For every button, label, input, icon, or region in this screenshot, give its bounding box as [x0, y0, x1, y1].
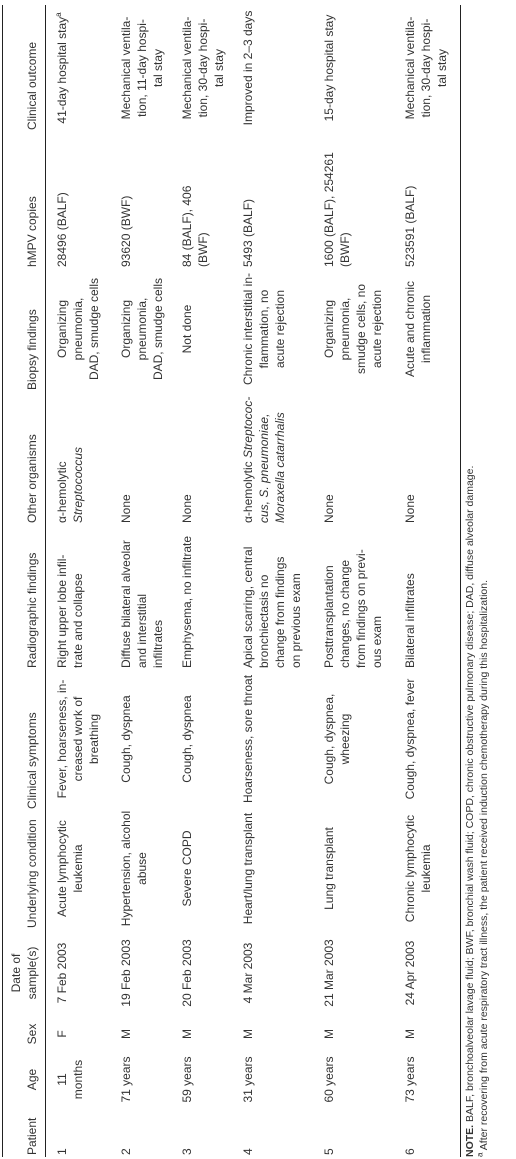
cell-text: leukemia	[71, 844, 85, 893]
cell-line	[134, 809, 150, 928]
cell-line	[321, 669, 353, 809]
cell-organisms	[321, 391, 337, 523]
cell-text: change from findings	[273, 556, 287, 668]
cell-text: DAD, smudge cells	[151, 277, 165, 381]
cell-line	[70, 669, 86, 809]
cell-text: tal stay	[435, 49, 449, 88]
cell-patient: 4	[241, 1148, 255, 1155]
cell-line	[240, 809, 256, 928]
cell-age: 73 years	[403, 1056, 417, 1103]
cell-line	[240, 524, 256, 668]
column-header-date	[8, 929, 40, 1017]
footnote-mark: a	[54, 12, 63, 17]
cell-text: smudge cells, no	[354, 283, 368, 375]
cell-sex: M	[180, 1029, 194, 1039]
cell-text: None	[119, 494, 133, 523]
cell-text: Acute and chronic	[403, 280, 417, 378]
cell-text: inflammation	[419, 294, 433, 364]
cell-text: (BWF)	[196, 232, 210, 267]
cell-symptoms	[321, 669, 353, 809]
organism-name: cus, S. pneumoniae,	[257, 413, 271, 523]
cell-line	[321, 391, 337, 523]
cell-text: tal stay	[212, 49, 226, 88]
cell-line	[70, 524, 86, 668]
cell-copies	[118, 131, 134, 267]
cell-symptoms	[240, 669, 256, 809]
cell-line	[211, 6, 227, 130]
column-header-outcome: Clinical outcome	[25, 41, 39, 130]
cell-organisms	[402, 391, 418, 523]
cell-line	[337, 524, 353, 668]
cell-line	[118, 131, 134, 267]
cell-sex: F	[55, 1030, 69, 1038]
cell-date: 7 Feb 2003	[55, 942, 69, 1004]
cell-copies	[321, 131, 353, 267]
cell-radio	[321, 524, 385, 668]
cell-line	[54, 6, 70, 130]
cell-age: 59 years	[180, 1056, 194, 1103]
cell-line	[195, 131, 211, 267]
cell-line	[402, 524, 418, 668]
cell-condition	[240, 809, 256, 928]
cell-line	[240, 131, 256, 267]
cell-text: Lung transplant	[322, 827, 336, 910]
cell-line	[179, 268, 195, 390]
cell-text: Mechanical ventila-	[119, 16, 133, 120]
table-footnotes	[463, 7, 491, 1157]
cell-condition	[402, 809, 434, 928]
cell-text: Hoarseness, sore throat	[241, 674, 255, 804]
cell-text: Chronic interstitial in-	[241, 272, 255, 386]
cell-text: 84 (BALF), 406	[180, 185, 194, 267]
cell-text: Posttransplantation	[322, 565, 336, 668]
cell-line	[86, 268, 102, 390]
cell-line	[118, 268, 150, 390]
cell-text: acute rejection	[370, 289, 384, 369]
cell-line	[54, 391, 86, 523]
cell-text: Not done	[180, 304, 194, 354]
cell-text: breathing	[87, 713, 101, 765]
cell-text: Hypertension, alcohol	[119, 810, 133, 927]
cell-text: Bilateral infiltrates	[403, 573, 417, 668]
cell-text: Right upper lobe infil-	[55, 554, 69, 668]
cell-text: None	[180, 494, 194, 523]
cell-line	[256, 524, 272, 668]
cell-line	[240, 669, 256, 809]
cell-organisms	[54, 391, 86, 523]
cell-condition	[321, 809, 337, 928]
cell-outcome	[321, 6, 337, 130]
cell-organisms	[179, 391, 195, 523]
cell-radio	[118, 524, 166, 668]
cell-text: abuse	[135, 852, 149, 885]
cell-line	[150, 524, 166, 668]
cell-line	[369, 524, 385, 668]
cell-text: tion, 30-day hospi-	[419, 18, 433, 118]
cell-patient: 1	[55, 1148, 69, 1155]
cell-text: None	[322, 494, 336, 523]
cell-sex: M	[241, 1029, 255, 1039]
cell-text: creased work of	[71, 696, 85, 782]
cell-line	[240, 6, 256, 130]
column-header-line: Date of	[9, 953, 23, 993]
column-header-sex: Sex	[25, 1023, 39, 1045]
cell-radio	[240, 524, 304, 668]
cell-line	[118, 6, 134, 130]
cell-text: tion, 30-day hospi-	[196, 18, 210, 118]
cell-biopsy	[402, 268, 434, 390]
cell-text: leukemia	[419, 844, 433, 893]
cell-text: Apical scarring, central	[241, 546, 255, 668]
cell-biopsy	[240, 268, 288, 390]
cell-text: tal stay	[151, 49, 165, 88]
cell-text: from findings on previ-	[354, 549, 368, 668]
cell-text: Severe COPD	[180, 830, 194, 907]
cell-symptoms	[179, 669, 195, 809]
cell-line	[288, 524, 304, 668]
cell-text: bronchiectasis no	[257, 574, 271, 668]
cell-line	[54, 268, 86, 390]
cell-text: on previous exam	[289, 573, 303, 668]
cell-text: None	[403, 494, 417, 523]
cell-patient: 2	[119, 1148, 133, 1155]
cell-line	[321, 268, 353, 390]
cell-line	[54, 809, 70, 928]
cell-text: and interstitial	[135, 593, 149, 668]
cell-outcome	[240, 6, 256, 130]
cell-patient: 6	[403, 1148, 417, 1155]
cell-line	[321, 809, 337, 928]
cell-line	[118, 669, 134, 809]
cell-text: Emphysema, no infiltrate	[180, 535, 194, 668]
cell-line	[418, 6, 434, 130]
column-header-line: sample(s)	[25, 946, 39, 1000]
note-line	[463, 7, 477, 1157]
cell-line	[402, 6, 418, 130]
cell-text: 28496 (BALF)	[55, 192, 69, 267]
cell-text: (BWF)	[338, 232, 352, 267]
cell-text: 1600 (BALF), 254261	[322, 152, 336, 267]
footnote-a-mark: a	[475, 1152, 485, 1157]
cell-text: Cough, dyspnea	[119, 695, 133, 783]
cell-line	[272, 524, 288, 668]
cell-patient: 3	[180, 1148, 194, 1155]
cell-age: 31 years	[241, 1056, 255, 1103]
cell-line	[179, 524, 195, 668]
cell-line	[70, 809, 86, 928]
cell-date: 4 Mar 2003	[241, 942, 255, 1004]
cell-symptoms	[402, 669, 418, 809]
cell-line	[179, 669, 195, 809]
cell-text: Cough, dyspnea, wheezing	[322, 693, 352, 785]
cell-text: Organizing pneumonia,	[322, 297, 352, 361]
cell-text: Organizing pneumonia,	[119, 297, 149, 361]
cell-patient: 5	[322, 1148, 336, 1155]
cell-line	[434, 6, 450, 130]
footnote-a-text: After recovering from acute respiratory tract illness, the patient received induction chemotherapy during this hospitalization.	[478, 580, 490, 1153]
footnote-a-line	[477, 7, 491, 1157]
cell-organisms	[118, 391, 134, 523]
cell-text: 41-day hospital stay	[55, 16, 69, 124]
cell-line	[134, 6, 150, 130]
cell-copies	[240, 131, 256, 267]
cell-line	[179, 131, 195, 267]
cell-line	[54, 131, 70, 267]
cell-line	[240, 268, 256, 390]
cell-text: infiltrates	[151, 619, 165, 668]
cell-line	[321, 6, 337, 130]
cell-line	[54, 524, 70, 668]
cell-date: 21 Mar 2003	[322, 939, 336, 1007]
cell-line	[402, 131, 418, 267]
cell-text: Mechanical ventila-	[403, 16, 417, 120]
cell-text: Mechanical ventila-	[180, 16, 194, 120]
cell-line	[54, 669, 70, 809]
note-label: NOTE.	[464, 1124, 476, 1157]
column-header-organisms: Other organisms	[25, 434, 39, 523]
cell-outcome	[179, 6, 227, 130]
cell-copies	[54, 131, 70, 267]
cell-line	[402, 669, 418, 809]
cell-line	[150, 6, 166, 130]
cell-line	[240, 391, 256, 523]
cell-date: 24 Apr 2003	[403, 940, 417, 1006]
cell-condition	[179, 809, 195, 928]
cell-line	[179, 6, 195, 130]
cell-age: 71 years	[119, 1056, 133, 1103]
cell-line	[86, 669, 102, 809]
patient-table	[0, 5, 462, 1157]
cell-outcome	[118, 6, 166, 130]
cell-biopsy	[321, 268, 385, 390]
cell-text: Acute lymphocytic	[55, 820, 69, 917]
cell-copies	[179, 131, 211, 267]
cell-text: 5493 (BALF)	[241, 198, 255, 267]
cell-symptoms	[118, 669, 134, 809]
cell-text: Cough, dyspnea, fever	[403, 678, 417, 800]
column-header-patient: Patient	[25, 1117, 39, 1155]
organism-name: Streptococ-	[241, 396, 255, 459]
column-header-condition: Underlying condition	[25, 819, 39, 928]
organism-text: α-hemolytic	[55, 461, 69, 523]
cell-line	[353, 268, 369, 390]
cell-sex: M	[403, 1029, 417, 1039]
column-header-biopsy: Biopsy findings	[25, 309, 39, 390]
cell-line	[272, 268, 288, 390]
cell-line	[179, 391, 195, 523]
cell-text: DAD, smudge cells	[87, 277, 101, 381]
column-header-age: Age	[25, 1068, 39, 1091]
cell-line	[179, 809, 195, 928]
cell-biopsy	[54, 268, 102, 390]
cell-line	[402, 391, 418, 523]
cell-condition	[118, 809, 150, 928]
organism-name: Streptococcus	[71, 446, 85, 523]
cell-age: 11 months	[55, 1059, 85, 1100]
cell-line	[195, 6, 211, 130]
cell-text: Fever, hoarseness, in-	[55, 679, 69, 799]
cell-line	[150, 268, 166, 390]
organism-text: α-hemolytic	[241, 458, 255, 523]
column-header-symptoms: Clinical symptoms	[25, 712, 39, 809]
table-top-rule	[2, 5, 3, 1157]
column-header-radio: Radiographic findings	[25, 552, 39, 668]
cell-radio	[54, 524, 86, 668]
cell-text: Improved in 2–3 days	[241, 10, 255, 126]
cell-line	[321, 131, 337, 267]
cell-sex: M	[119, 1029, 133, 1039]
cell-outcome	[54, 6, 70, 130]
cell-text: Cough, dyspnea	[180, 695, 194, 783]
cell-outcome	[402, 6, 450, 130]
cell-line	[256, 268, 272, 390]
table-header-rule	[45, 5, 46, 1157]
column-header-copies: hMPV copies	[25, 196, 39, 267]
cell-line	[369, 268, 385, 390]
cell-age: 60 years	[322, 1056, 336, 1103]
cell-date: 19 Feb 2003	[119, 939, 133, 1007]
cell-line	[337, 131, 353, 267]
cell-text: 523591 (BALF)	[403, 185, 417, 267]
cell-text: Diffuse bilateral alveolar	[119, 540, 133, 668]
cell-line	[418, 268, 434, 390]
cell-line	[402, 809, 418, 928]
cell-line	[272, 391, 288, 523]
cell-organisms	[240, 391, 288, 523]
cell-line	[402, 268, 418, 390]
cell-text: 93620 (BWF)	[119, 195, 133, 267]
cell-date: 20 Feb 2003	[180, 939, 194, 1007]
cell-line	[134, 524, 150, 668]
cell-line	[118, 391, 134, 523]
cell-line	[118, 809, 134, 928]
cell-symptoms	[54, 669, 102, 809]
cell-text: trate and collapse	[71, 573, 85, 668]
cell-line	[118, 524, 134, 668]
cell-radio	[402, 524, 418, 668]
cell-line	[256, 391, 272, 523]
cell-sex: M	[322, 1029, 336, 1039]
cell-line	[321, 524, 337, 668]
cell-text: Organizing pneumonia,	[55, 297, 85, 361]
cell-copies	[402, 131, 418, 267]
cell-text: flammation, no	[257, 289, 271, 369]
cell-condition	[54, 809, 86, 928]
note-text: BALF, bronchoalveolar lavage fluid; BWF, bronchial wash fluid; COPD, chronic obstructive pulmonary disease; DAD, diffuse alveolar damage.	[464, 465, 476, 1125]
cell-text: ous exam	[370, 615, 384, 668]
cell-text: acute rejection	[273, 289, 287, 369]
cell-text: 15-day hospital stay	[322, 14, 336, 122]
cell-text: changes, no change	[338, 559, 352, 668]
organism-name: Moraxella catarrhalis	[273, 412, 287, 523]
cell-line	[353, 524, 369, 668]
cell-text: Heart/lung transplant	[241, 812, 255, 925]
cell-line	[418, 809, 434, 928]
cell-biopsy	[118, 268, 166, 390]
cell-biopsy	[179, 268, 195, 390]
cell-text: tion, 11-day hospi-	[135, 19, 149, 117]
table-bottom-rule	[460, 5, 461, 1157]
cell-radio	[179, 524, 195, 668]
cell-text: Chronic lymphocytic	[403, 814, 417, 923]
